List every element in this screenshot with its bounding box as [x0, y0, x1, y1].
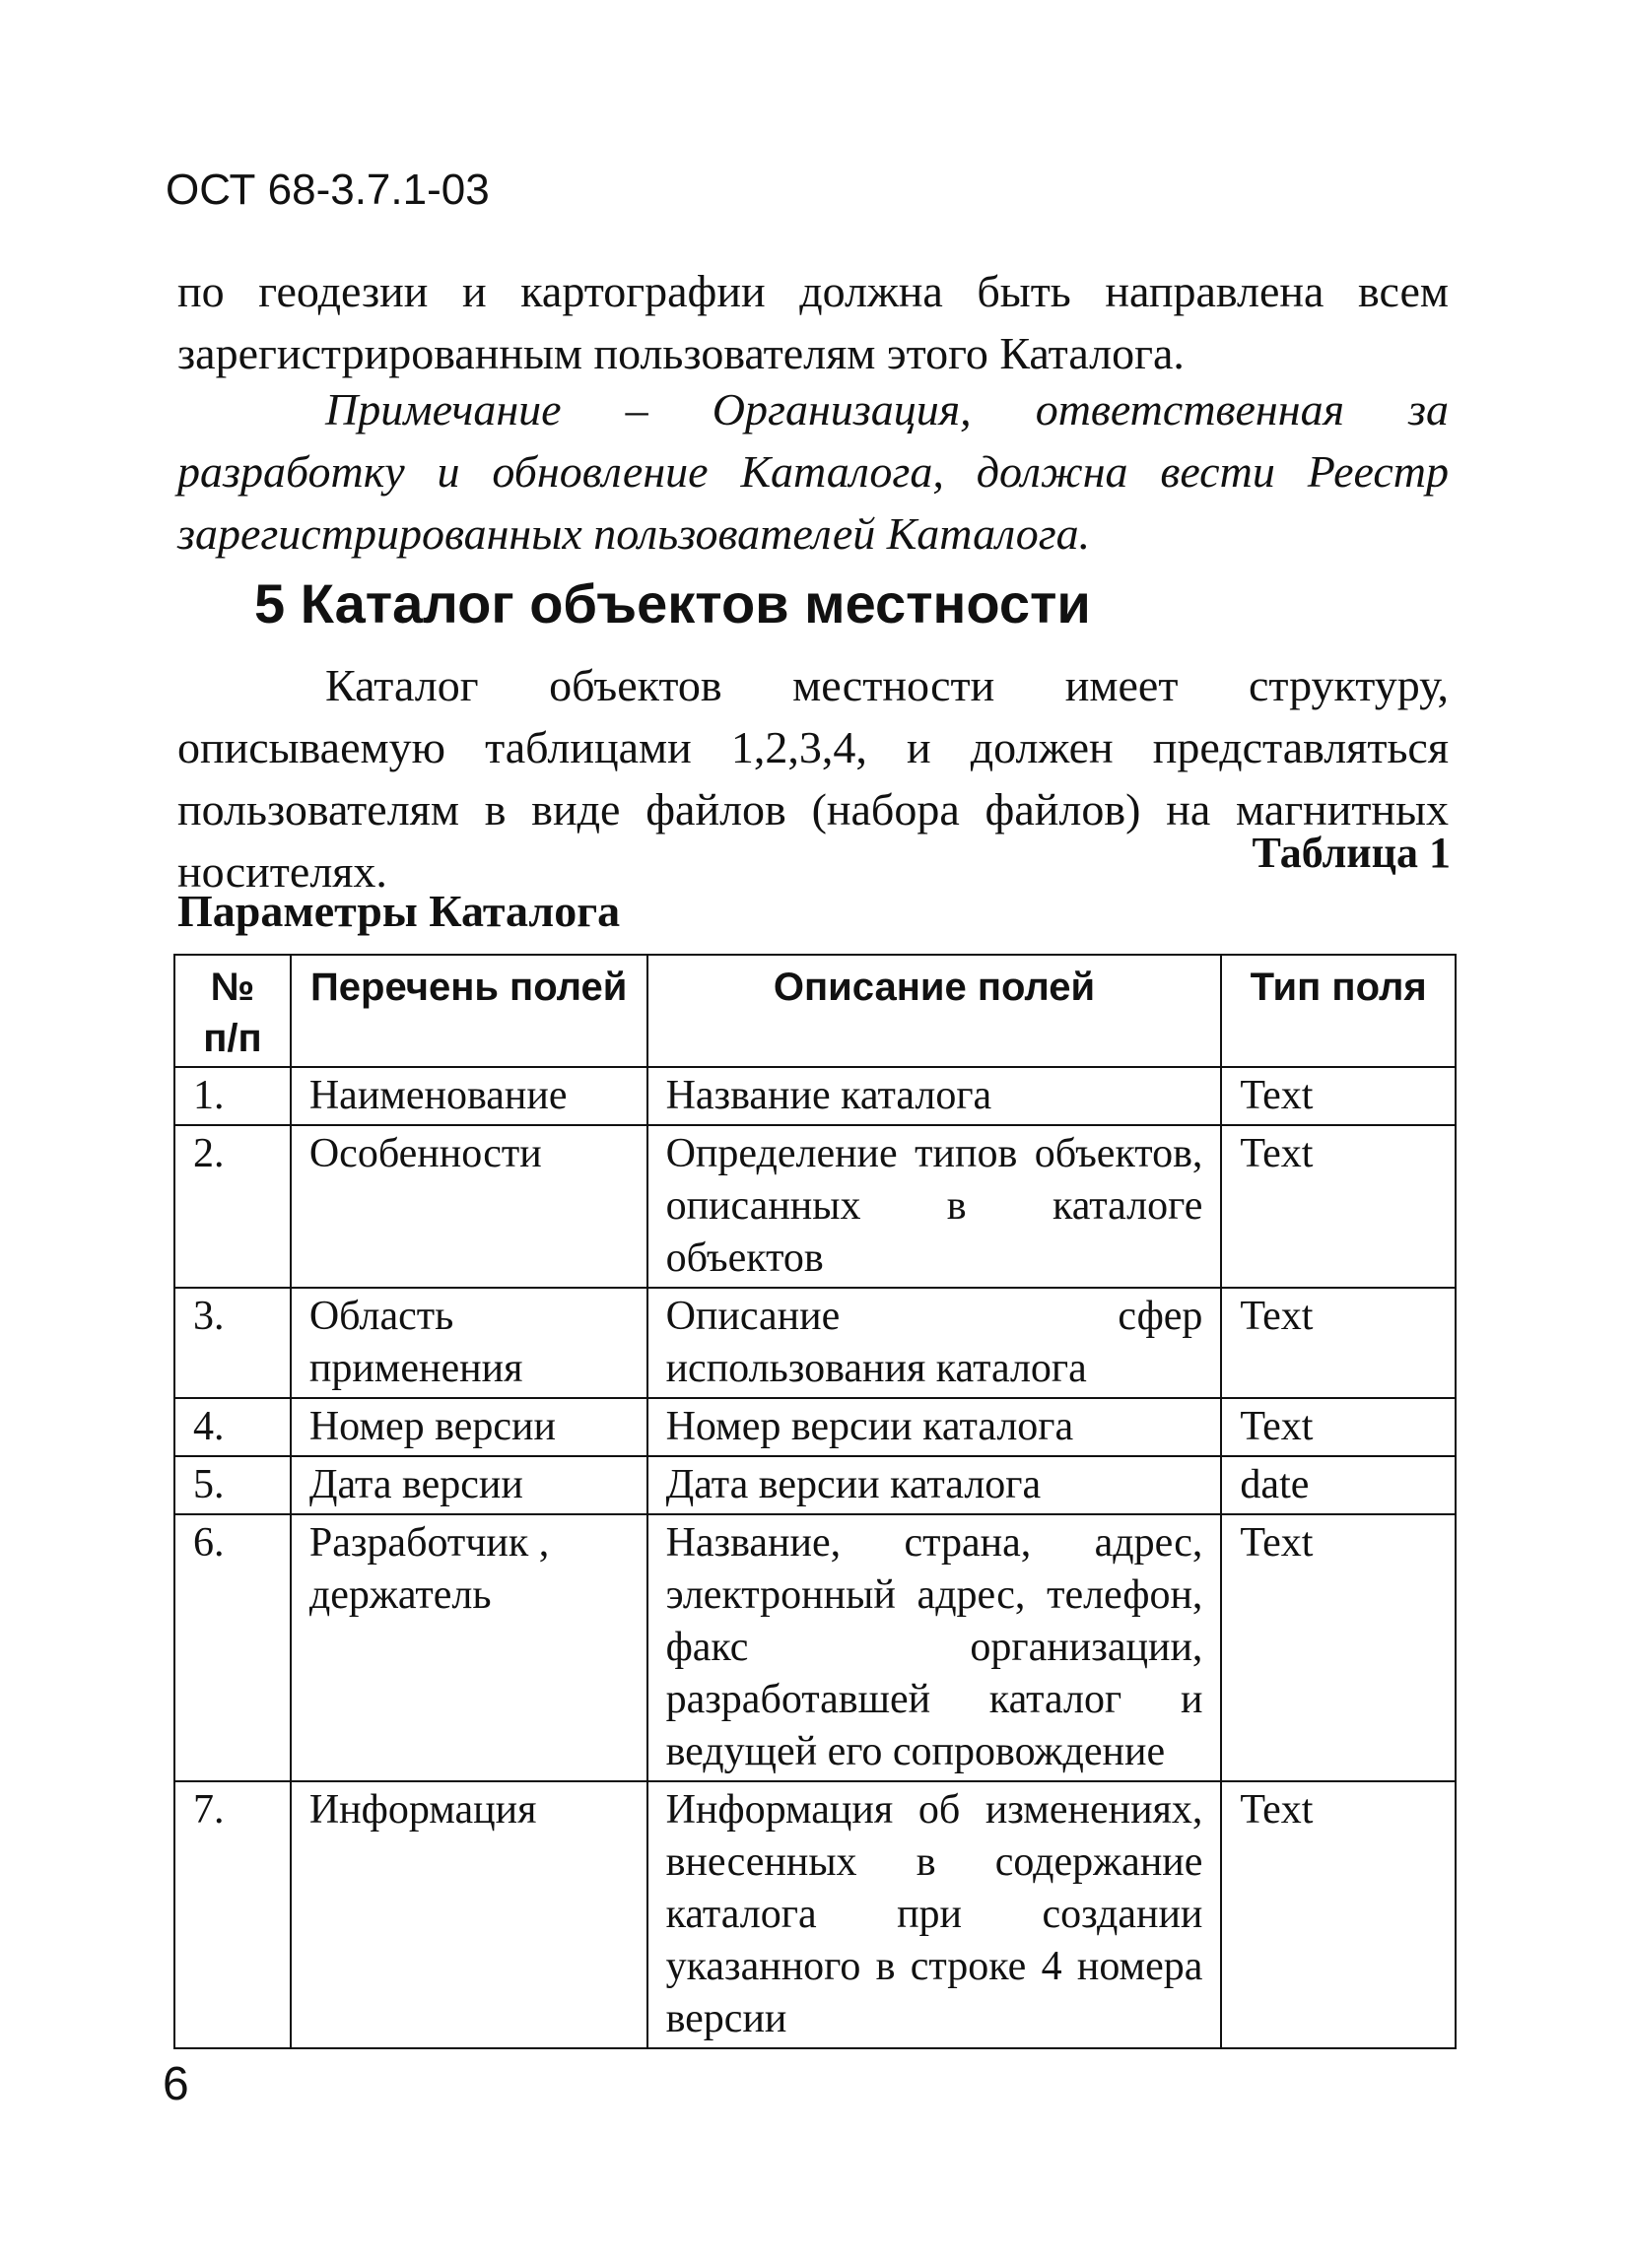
cell-num: 2.: [174, 1125, 291, 1288]
header-field-type: Тип поля: [1221, 955, 1456, 1067]
section-title: 5 Каталог объектов местности: [254, 572, 1091, 634]
cell-name: Разработчик , держатель: [291, 1514, 647, 1781]
table-row: [174, 1456, 1456, 1514]
table-row: [174, 1125, 1456, 1288]
section-paragraph: Каталог объектов местности имеет структуру, описываемую таблицами 1,2,3,4, и должен представляться пользователям в виде файлов (набора файлов) на магнитных носителях.: [177, 660, 1449, 897]
parameters-table: [173, 954, 1457, 2049]
cell-num: 1.: [174, 1067, 291, 1125]
document-code: ОСТ 68-3.7.1-03: [166, 166, 490, 214]
table-label: Таблица 1: [1252, 829, 1451, 877]
cell-name: Информация: [291, 1781, 647, 2048]
table-caption: Параметры Каталога: [177, 886, 621, 936]
cell-num: 4.: [174, 1398, 291, 1456]
table-row: [174, 1514, 1456, 1781]
cell-desc: Описание сфер использования каталога: [647, 1288, 1222, 1398]
table-header-row: [174, 955, 1456, 1067]
cell-desc: Название, страна, адрес, электронный адрес, телефон, факс организации, разработавшей каталог и ведущей его сопровождение: [647, 1514, 1222, 1781]
cell-name: Дата версии: [291, 1456, 647, 1514]
table-row: [174, 1067, 1456, 1125]
cell-type: Text: [1221, 1781, 1456, 2048]
cell-type: date: [1221, 1456, 1456, 1514]
cell-desc: Определение типов объектов, описанных в каталоге объектов: [647, 1125, 1222, 1288]
cell-num: 3.: [174, 1288, 291, 1398]
cell-desc: Информация об изменениях, внесенных в содержание каталога при создании указанного в строке 4 номера версии: [647, 1781, 1222, 2048]
cell-num: 7.: [174, 1781, 291, 2048]
cell-num: 6.: [174, 1514, 291, 1781]
cell-type: Text: [1221, 1398, 1456, 1456]
cell-type: Text: [1221, 1125, 1456, 1288]
header-fields-list: Перечень полей: [291, 955, 647, 1067]
cell-desc: Дата версии каталога: [647, 1456, 1222, 1514]
paragraph-continuation: по геодезии и картографии должна быть направлена всем зарегистрированным пользователям этого Каталога.: [177, 266, 1449, 378]
cell-type: Text: [1221, 1288, 1456, 1398]
note-paragraph: Примечание – Организация, ответственная за разработку и обновление Каталога, должна вести Реестр зарегистрированных пользователей Каталога.: [177, 384, 1449, 559]
header-num: № п/п: [174, 955, 291, 1067]
header-fields-description: Описание полей: [647, 955, 1222, 1067]
cell-desc: Номер версии каталога: [647, 1398, 1222, 1456]
cell-type: Text: [1221, 1067, 1456, 1125]
page-number: 6: [163, 2058, 189, 2110]
table-row: [174, 1288, 1456, 1398]
cell-desc: Название каталога: [647, 1067, 1222, 1125]
cell-num: 5.: [174, 1456, 291, 1514]
table-row: [174, 1398, 1456, 1456]
cell-name: Область применения: [291, 1288, 647, 1398]
cell-name: Особенности: [291, 1125, 647, 1288]
cell-type: Text: [1221, 1514, 1456, 1781]
table-row: [174, 1781, 1456, 2048]
cell-name: Наименование: [291, 1067, 647, 1125]
cell-name: Номер версии: [291, 1398, 647, 1456]
